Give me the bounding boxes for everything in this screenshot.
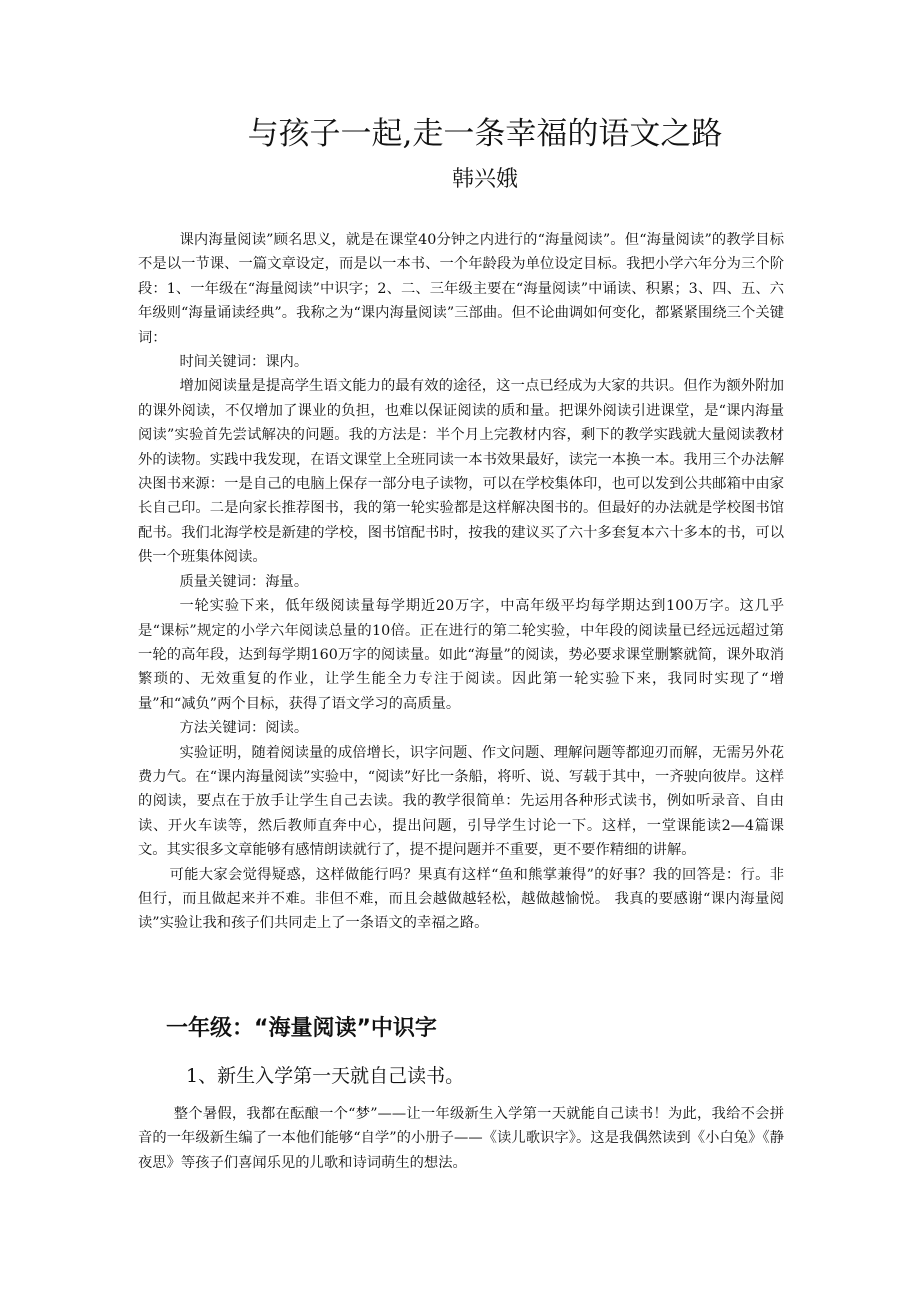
section-heading: 一年级：“海量阅读”中识字	[166, 1016, 437, 1041]
paragraph-time: 增加阅读量是提高学生语文能力的最有效的途径，这一点已经成为大家的共识。但作为额外附加的课外阅读，不仅增加了课业的负担，也难以保证阅读的质和量。把课外阅读引进课堂，是“课内海量阅读”实验首先尝试解决的问题。我的方法是：半个月上完教材内容，剩下的教学实践就大量阅读教材外的读物。实践中我发现，在语文课堂上全班同读一本书效果最好，读完一本换一本。我用三个办法解决图书来源：一是自己的电脑上保存一部分电子读物，可以在学校集体印，也可以发到公共邮箱中由家长自己印。二是向家长推荐图书，我的第一轮实验都是这样解决图书的。但最好的办法就是学校图书馆配书。我们北海学校是新建的学校，图书馆配书时，按我的建议买了六十多套复本六十多本的书，可以供一个班集体阅读。	[138, 378, 784, 566]
section-body	[138, 1102, 784, 1175]
paragraph-intro: 课内海量阅读”顾名思义，就是在课堂40分钟之内进行的“海量阅读”。但“海量阅读”的教学目标不是以一节课、一篇文章设定，而是以一本书、一个年龄段为单位设定目标。我把小学六年分为三个阶段：1、一年级在“海量阅读”中识字；2、二、三年级主要在“海量阅读”中诵读、积累；3、四、五、六年级则“海量诵读经典”。我称之为“课内海量阅读”三部曲。但不论曲调如何变化，都紧紧围绕三个关键词：	[138, 232, 784, 346]
document-author: 韩兴娥	[451, 167, 518, 192]
document-title: 与孩子一起,走一条幸福的语文之路	[247, 116, 723, 152]
keyword-quality: 质量关键词：海量。	[179, 573, 309, 590]
document-body	[138, 228, 784, 936]
keyword-time: 时间关键词：课内。	[179, 354, 309, 371]
paragraph-section-1: 整个暑假，我都在酝酿一个“梦”——让一年级新生入学第一天就能自己读书！为此，我给不会拼音的一年级新生编了一本他们能够“自学”的小册子——《读儿歌识字》。这是我偶然读到《小白兔》《静夜思》等孩子们喜闻乐见的儿歌和诗词萌生的想法。	[138, 1106, 784, 1171]
paragraph-quality: 一轮实验下来，低年级阅读量每学期近20万字，中高年级平均每学期达到100万字。这几乎是“课标”规定的小学六年阅读总量的10倍。正在进行的第二轮实验，中年段的阅读量已经远远超过第一轮的高年段，达到每学期160万字的阅读量。如此“海量”的阅读，势必要求课堂删繁就简，课外取消繁琐的、无效重复的作业，让学生能全力专注于阅读。因此第一轮实验下来，我同时实现了“增量”和“减负”两个目标，获得了语文学习的高质量。	[138, 598, 784, 712]
keyword-method: 方法关键词：阅读。	[179, 720, 309, 737]
sub-heading: 1、新生入学第一天就自己读书。	[186, 1065, 465, 1087]
paragraph-method: 实验证明，随着阅读量的成倍增长，识字问题、作文问题、理解问题等都迎刃而解，无需另外花费力气。在“课内海量阅读”实验中，“阅读”好比一条船，将听、说、写载于其中，一齐驶向彼岸。这样的阅读，要点在于放手让学生自己去读。我的教学很简单：先运用各种形式读书，例如听录音、自由读、开火车读等，然后教师直奔中心，提出问题，引导学生讨论一下。这样，一堂课能读2—4篇课文。其实很多文章能够有感情朗读就行了，提不提问题并不重要，更不要作精细的讲解。	[138, 744, 784, 859]
paragraph-conclusion: 可能大家会觉得疑惑，这样做能行吗？果真有这样“鱼和熊掌兼得”的好事？我的回答是：行。非但行，而且做起来并不难。非但不难，而且会越做越轻松，越做越愉悦。 我真的要感谢“课内海量阅读”实验让我和孩子们共同走上了一条语文的幸福之路。	[138, 866, 784, 932]
